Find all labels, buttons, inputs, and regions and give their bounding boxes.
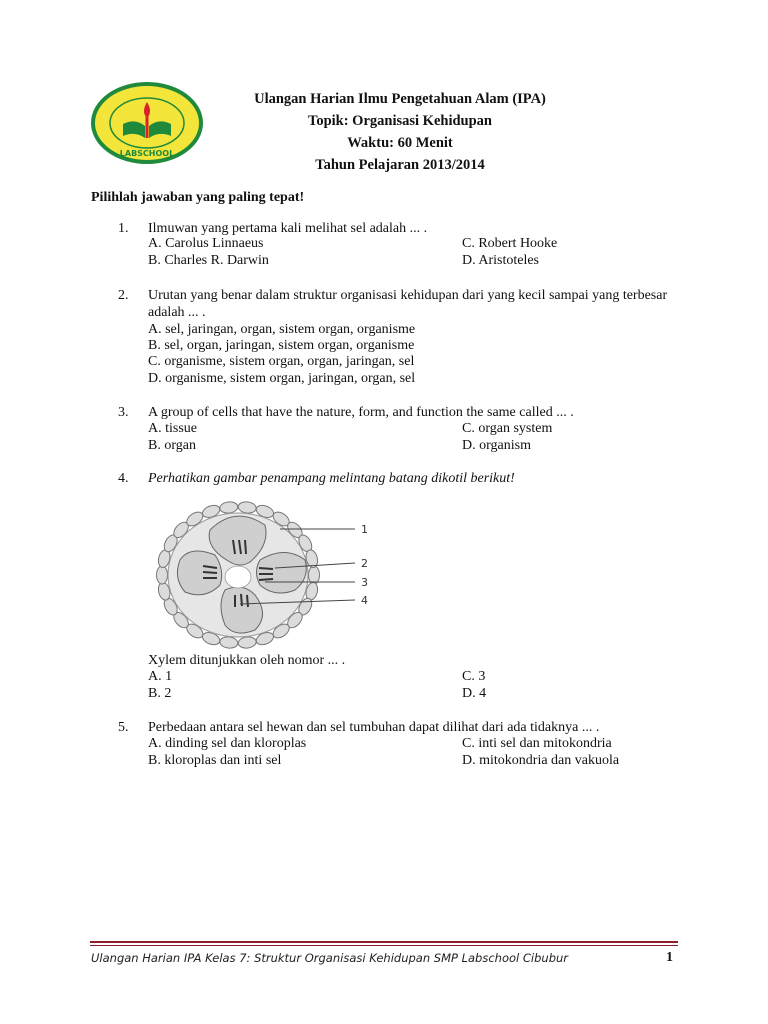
epidermis-cell (219, 636, 238, 649)
question-stem: Urutan yang benar dalam struktur organisasi kehidupan dari yang kecil sampai yang terbesar adalah ... . (148, 288, 668, 320)
exam-year: Tahun Pelajaran 2013/2014 (315, 157, 485, 173)
label-1: 1 (361, 523, 368, 536)
option-d[interactable]: D. organisme, sistem organ, jaringan, organ, sel (148, 371, 416, 386)
option-b[interactable]: B. 2 (148, 686, 172, 701)
option-c[interactable]: C. organisme, sistem organ, organ, jaringan, sel (148, 354, 415, 369)
exam-topic: Topik: Organisasi Kehidupan (307, 113, 492, 129)
option-d[interactable]: D. organism (462, 438, 531, 453)
option-d[interactable]: D. 4 (462, 686, 487, 701)
epidermis-cell (238, 636, 257, 649)
question-number: 3. (118, 405, 129, 420)
logo-text: LABSCHOOL (119, 149, 175, 158)
option-a[interactable]: A. sel, jaringan, organ, sistem organ, organisme (148, 322, 416, 337)
footer-text: Ulangan Harian IPA Kelas 7: Struktur Organisasi Kehidupan SMP Labschool Cibubur (91, 951, 569, 965)
option-c[interactable]: C. Robert Hooke (462, 236, 558, 251)
question-stem: Perbedaan antara sel hewan dan sel tumbuhan dapat dilihat dari ada tidaknya ... . (148, 720, 600, 735)
epidermis-cell (157, 566, 168, 584)
epidermis-cell (238, 501, 257, 514)
label-2: 2 (361, 557, 368, 570)
option-a[interactable]: A. Carolus Linnaeus (148, 236, 264, 251)
option-b[interactable]: B. Charles R. Darwin (148, 253, 269, 268)
school-logo (89, 80, 205, 166)
page-number: 1 (666, 950, 673, 965)
option-a[interactable]: A. tissue (148, 421, 197, 436)
label-3: 3 (361, 576, 368, 589)
option-a[interactable]: A. 1 (148, 669, 173, 684)
question-stem: Perhatikan gambar penampang melintang batang dikotil berikut! (148, 471, 515, 486)
instruction: Pilihlah jawaban yang paling tepat! (91, 190, 305, 205)
footer-rule-thin (90, 945, 678, 946)
label-4: 4 (361, 594, 368, 607)
question-number: 1. (118, 221, 129, 236)
question-stem: Ilmuwan yang pertama kali melihat sel adalah ... . (148, 221, 428, 236)
epidermis-cell (219, 501, 238, 514)
question-number: 5. (118, 720, 129, 735)
option-a[interactable]: A. dinding sel dan kloroplas (148, 736, 307, 751)
question-number: 4. (118, 471, 129, 486)
exam-header (200, 88, 600, 176)
exam-title: Ulangan Harian Ilmu Pengetahuan Alam (IPA) (254, 91, 546, 107)
dicot-stem-cross-section-diagram (155, 500, 375, 650)
option-d[interactable]: D. Aristoteles (462, 253, 539, 268)
question-number: 2. (118, 288, 129, 303)
option-c[interactable]: C. 3 (462, 669, 486, 684)
question-4-substem: Xylem ditunjukkan oleh nomor ... . (148, 653, 346, 668)
option-b[interactable]: B. sel, organ, jaringan, sistem organ, organisme (148, 338, 415, 353)
option-d[interactable]: D. mitokondria dan vakuola (462, 753, 620, 768)
exam-time: Waktu: 60 Menit (347, 135, 453, 151)
option-c[interactable]: C. inti sel dan mitokondria (462, 736, 612, 751)
vascular-bundle-right (257, 553, 307, 594)
question-stem: A group of cells that have the nature, form, and function the same called ... . (148, 405, 574, 420)
footer-rule (90, 941, 678, 943)
option-b[interactable]: B. organ (148, 438, 196, 453)
epidermis-cell (309, 566, 320, 584)
option-c[interactable]: C. organ system (462, 421, 553, 436)
option-b[interactable]: B. kloroplas dan inti sel (148, 753, 282, 768)
vascular-bundle-left (177, 551, 221, 595)
